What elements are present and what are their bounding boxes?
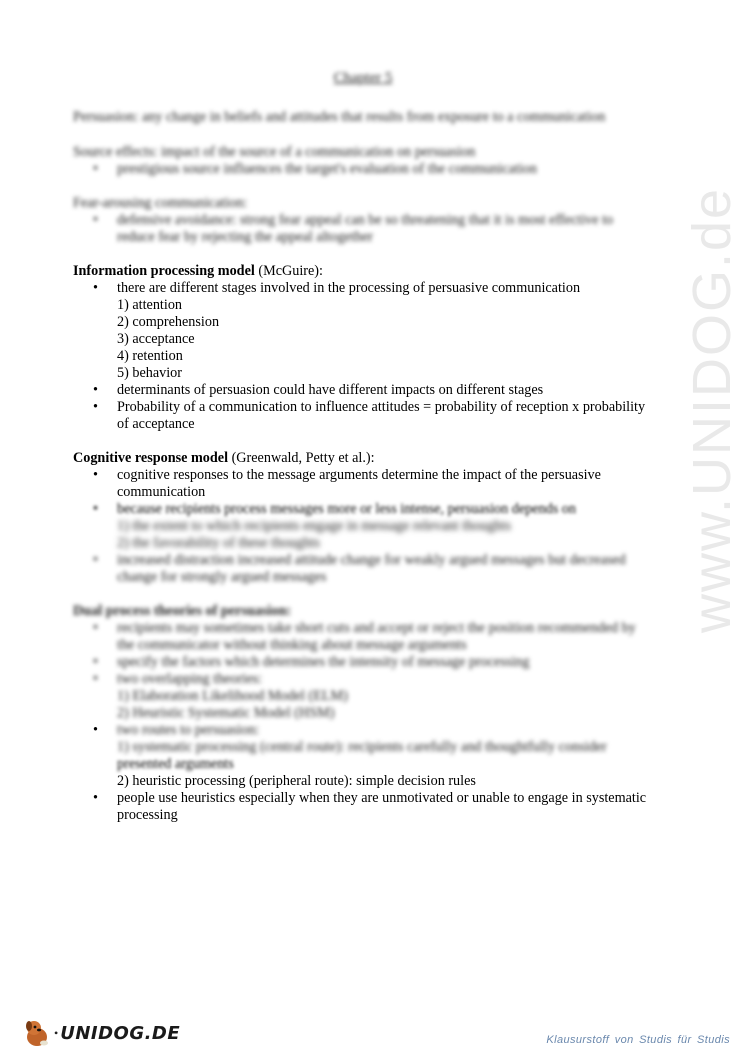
- info-model-heading: [73, 263, 653, 280]
- list-item: [73, 280, 653, 382]
- list-item: [73, 722, 653, 790]
- stage-item: 5) behavior: [117, 365, 183, 381]
- list-item: • determinants of persuasion could have different impacts on different stages: [73, 382, 653, 399]
- fear-section: [73, 195, 653, 246]
- route-2: 2) heuristic processing (peripheral route): simple decision rules: [117, 773, 476, 789]
- dog-icon: [22, 1017, 52, 1049]
- info-model-section: [73, 263, 653, 433]
- info-model-heading-bold: Information processing model: [73, 263, 255, 279]
- paw-icon: •: [54, 1025, 59, 1040]
- source-effects-heading: Source effects: impact of the source of a communication on persuasion: [73, 144, 476, 160]
- fear-heading: Fear-arousing communication:: [73, 195, 248, 211]
- sub-item: 1) Elaboration Likelihood Model (ELM): [117, 688, 348, 704]
- route-1: 1) systematic processing (central route): recipients carefully and thoughtfully consider: [117, 739, 607, 755]
- stage-item: 1) attention: [117, 297, 183, 313]
- stage-item: 3) acceptance: [117, 331, 195, 347]
- dual-bullet-4: • two routes to persuasion:: [117, 722, 260, 738]
- route-1-tail: presented arguments: [117, 756, 234, 772]
- persuasion-definition: Persuasion: any change in beliefs and attitudes that results from exposure to a communication: [73, 109, 606, 125]
- document-body: [73, 70, 653, 841]
- info-model-heading-rest: (McGuire):: [254, 263, 323, 279]
- list-item: [73, 501, 653, 552]
- list-item: • defensive avoidance: strong fear appeal can be so threatening that it is most effective to reduce fear by rejecting the appeal altogether: [73, 212, 653, 246]
- list-item: • increased distraction increased attitude change for weakly argued messages but decreased change for strongly argued messages: [73, 552, 653, 586]
- list-item: • recipients may sometimes take short cuts and accept or reject the position recommended by the communicator without thinking about message arguments: [73, 620, 653, 654]
- stage-item: 2) comprehension: [117, 314, 220, 330]
- sub-item: 2) the favorability of these thoughts: [117, 535, 320, 551]
- cognitive-model-heading: [73, 450, 653, 467]
- list-item: • people use heuristics especially when they are unmotivated or unable to engage in systematic processing: [73, 790, 653, 824]
- sub-item: 2) Heuristic Systematic Model (HSM): [117, 705, 335, 721]
- cognitive-model-heading-bold: Cognitive response model: [73, 450, 229, 466]
- unidog-logo: [22, 1016, 180, 1050]
- list-item: [73, 671, 653, 722]
- info-bullet-1: there are different stages involved in the processing of persuasive communication: [117, 280, 581, 296]
- cognitive-model-heading-rest: (Greenwald, Petty et al.):: [228, 450, 375, 466]
- page-title: Chapter 5: [333, 70, 393, 86]
- dual-process-section: [73, 603, 653, 824]
- dual-bullet-3: two overlapping theories:: [117, 671, 262, 687]
- list-item: • prestigious source influences the target's evaluation of the communication: [73, 161, 653, 178]
- dual-process-heading-text: Dual process theories of persuasion:: [73, 603, 292, 619]
- list-item: • specify the factors which determines the intensity of message processing: [73, 654, 653, 671]
- logo-text: UNIDOG.DE: [60, 1022, 181, 1044]
- dual-process-heading: [73, 603, 653, 620]
- sub-item: 1) the extent to which recipients engage in message relevant thoughts: [117, 518, 511, 534]
- list-item: • cognitive responses to the message arguments determine the impact of the persuasive communication: [73, 467, 653, 501]
- footer-tagline: Klausurstoff von Studis für Studis: [546, 1034, 730, 1046]
- list-item: • Probability of a communication to influence attitudes = probability of reception x probability of acceptance: [73, 399, 653, 433]
- cognitive-model-section: [73, 450, 653, 586]
- stage-item: 4) retention: [117, 348, 183, 364]
- cognitive-bullet-2: because recipients process messages more or less intense, persuasion depends on: [117, 501, 576, 517]
- source-effects-section: [73, 144, 653, 178]
- watermark: www.UNIDOG.de: [682, 186, 742, 634]
